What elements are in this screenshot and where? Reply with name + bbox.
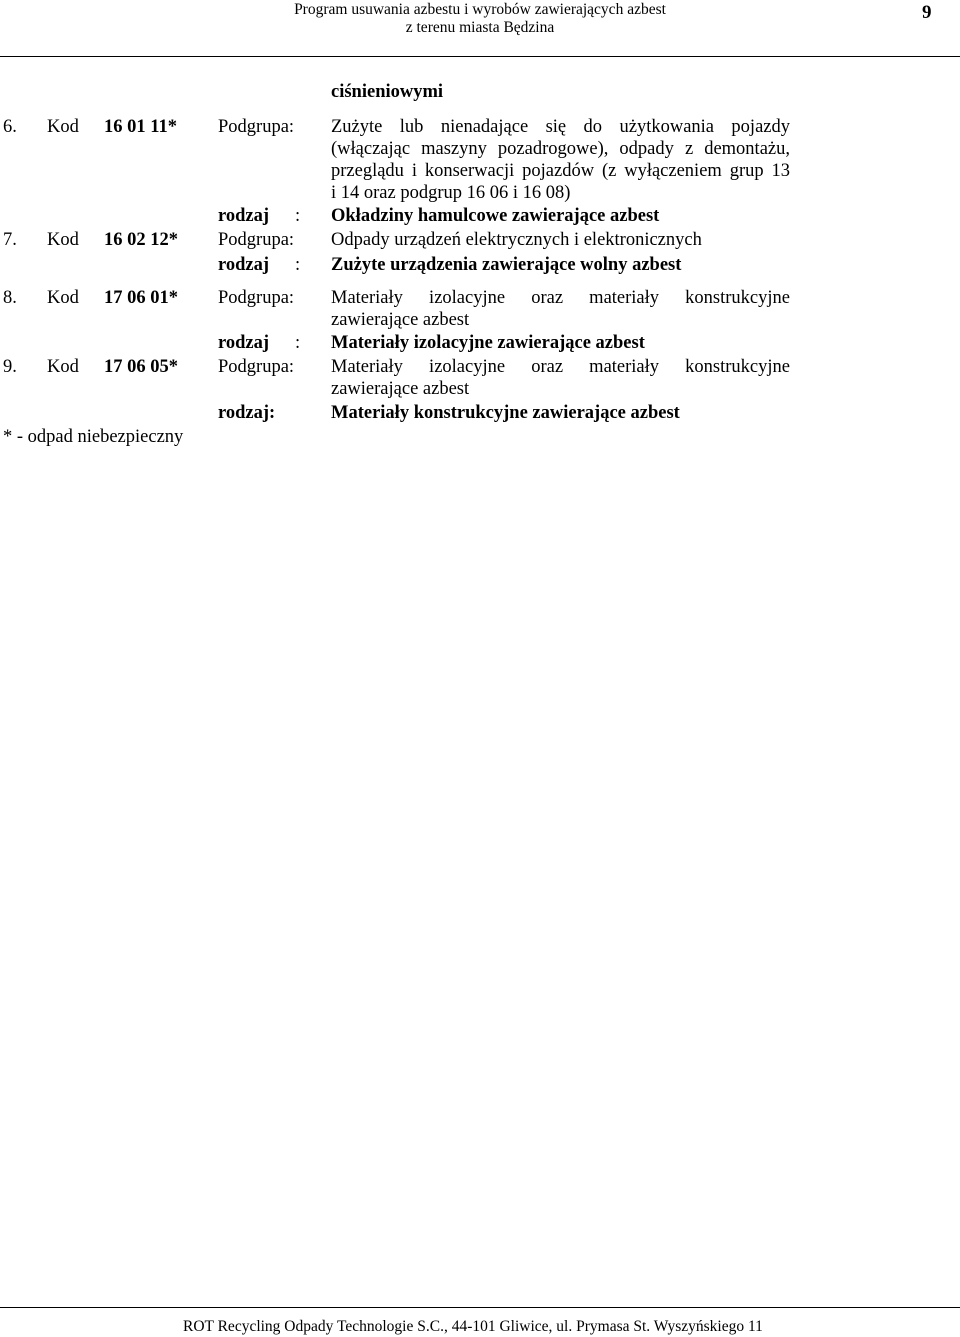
kod-label: Kod [47, 117, 79, 137]
footer-text: ROT Recycling Odpady Technologie S.C., 44-101 Gliwice, ul. Prymasa St. Wyszyńskiego 11 [183, 1318, 763, 1335]
podgrupa-text-line: zawierające azbest [331, 379, 470, 399]
hazard-note: * - odpad niebezpieczny [3, 427, 184, 447]
entry-number: 6. [3, 117, 17, 137]
rodzaj-colon: : [295, 255, 301, 275]
header-title-line1: Program usuwania azbestu i wyrobów zawierających azbest [294, 1, 666, 18]
podgrupa-text-line: zawierające azbest [331, 310, 470, 330]
entry-number: 7. [3, 230, 17, 250]
rodzaj-colon: : [295, 206, 301, 226]
podgrupa-text-line: przeglądu i konserwacji pojazdów (z wyłączeniem grup 13 [331, 161, 790, 181]
page-number: 9 [922, 2, 932, 23]
rodzaj-text: Zużyte urządzenia zawierające wolny azbest [331, 255, 682, 275]
kod-label: Kod [47, 230, 79, 250]
rodzaj-text: Okładziny hamulcowe zawierające azbest [331, 206, 660, 226]
podgrupa-text-line: Materiały izolacyjne oraz materiały konstrukcyjne [331, 357, 790, 377]
entry-number: 9. [3, 357, 17, 377]
podgrupa-text-line: (włączając maszyny pozadrogowe), odpady z demontażu, [331, 139, 790, 159]
podgrupa-text-line: i 14 oraz podgrup 16 06 i 16 08) [331, 183, 571, 203]
header-title-line2: z terenu miasta Będzina [405, 19, 555, 36]
footer-divider [0, 1307, 960, 1308]
kod-label: Kod [47, 288, 79, 308]
rodzaj-label: rodzaj [218, 333, 270, 353]
entry-number: 8. [3, 288, 17, 308]
podgrupa-label: Podgrupa: [218, 117, 295, 137]
rodzaj-label: rodzaj [218, 255, 270, 275]
kod-label: Kod [47, 357, 79, 377]
podgrupa-text-line: Zużyte lub nienadające się do użytkowania pojazdy [331, 117, 790, 137]
rodzaj-label: rodzaj: [218, 403, 276, 423]
waste-code: 17 06 01* [104, 288, 178, 308]
rodzaj-colon: : [295, 333, 301, 353]
rodzaj-text: Materiały konstrukcyjne zawierające azbest [331, 403, 680, 423]
rodzaj-label: rodzaj [218, 206, 270, 226]
podgrupa-text-line: Materiały izolacyjne oraz materiały konstrukcyjne [331, 288, 790, 308]
continuation-text: ciśnieniowymi [331, 82, 444, 102]
waste-code: 16 02 12* [104, 230, 178, 250]
waste-code: 17 06 05* [104, 357, 178, 377]
podgrupa-text-line: Odpady urządzeń elektrycznych i elektronicznych [331, 230, 702, 250]
podgrupa-label: Podgrupa: [218, 230, 295, 250]
rodzaj-text: Materiały izolacyjne zawierające azbest [331, 333, 645, 353]
podgrupa-label: Podgrupa: [218, 288, 295, 308]
header-divider [0, 56, 960, 57]
waste-code: 16 01 11* [104, 117, 177, 137]
podgrupa-label: Podgrupa: [218, 357, 295, 377]
